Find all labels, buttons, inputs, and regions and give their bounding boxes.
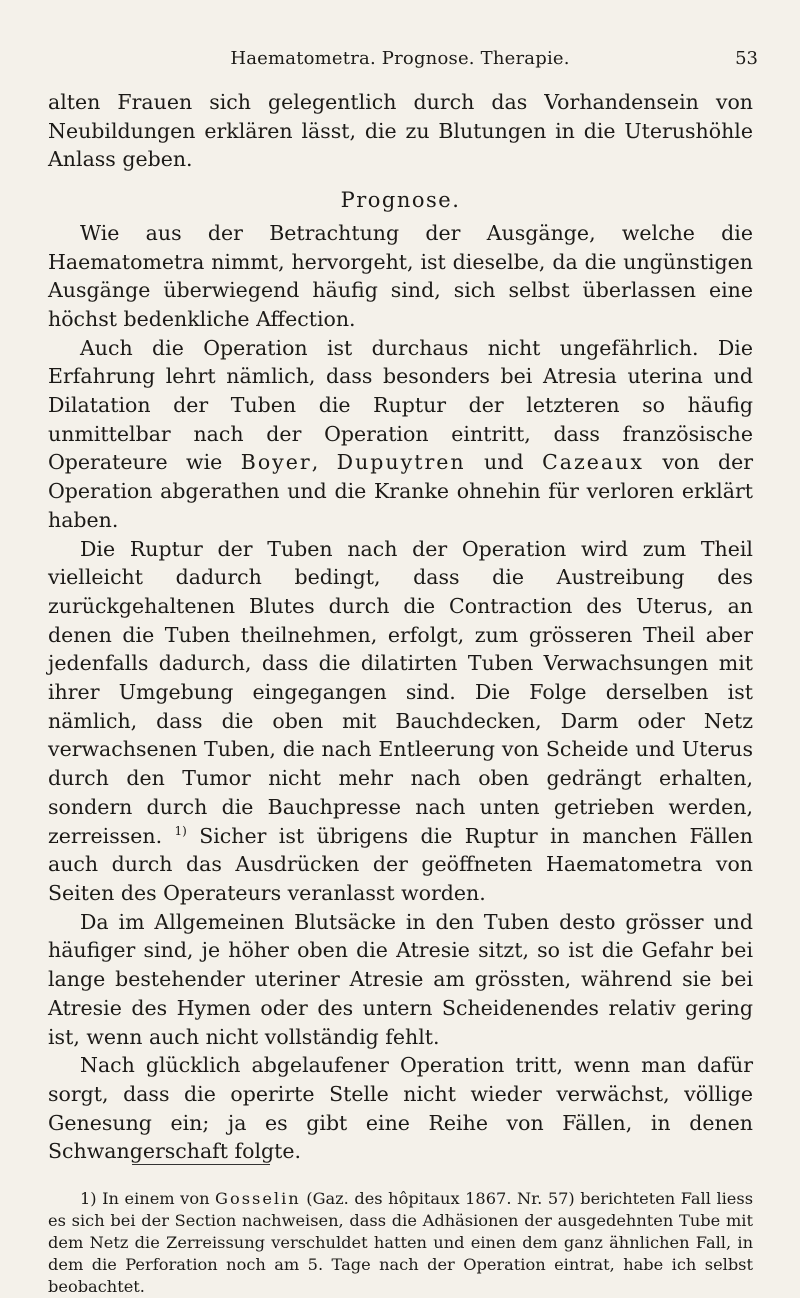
paragraph-5: Nach glücklich abgelaufener Operation tritt, wenn man dafür sorgt, dass die operirte Stelle nicht wieder verwächst, völlige Genesung ein; ja es gibt eine Reihe von Fällen, in denen Schwangerschaft folgte.	[48, 1053, 753, 1164]
paragraph-2-text-d: von der Operation abgerathen und die Kranke ohnehin für verloren erklärt haben.	[48, 450, 754, 532]
opening-paragraph: alten Frauen sich gelegentlich durch das Vorhandensein von Neubildungen erklären lässt, die zu Blutungen in die Uterushöhle Anlass geben.	[48, 90, 753, 172]
paragraph-4: Da im Allgemeinen Blutsäcke in den Tuben desto grösser und häufiger sind, je höher oben die Atresie sitzt, so ist die Gefahr bei lange bestehender uteriner Atresie am grössten, während sie bei Atresie des Hymen oder des untern Scheidenendes relativ gering ist, wenn auch nicht vollständig fehlt.	[48, 909, 753, 1049]
paragraph-2-text-b: ,	[311, 450, 337, 475]
author-name-cazeaux: Cazeaux	[542, 450, 644, 475]
running-head: Haematometra. Prognose. Therapie.	[230, 48, 570, 69]
paragraph-2	[48, 334, 753, 535]
paragraph-2-text-c: und	[465, 450, 543, 475]
footnote-reference: 1)	[174, 823, 187, 838]
author-name-dupuytren: Dupuytren	[336, 450, 466, 475]
paragraph-3	[48, 535, 753, 908]
main-text	[48, 88, 753, 1166]
footnote-text-a: 1) In einem von	[80, 1189, 216, 1209]
author-name-gosselin: Gosselin	[215, 1189, 301, 1209]
paragraph-3-text-a: Die Ruptur der Tuben nach der Operation wird zum Theil vielleicht dadurch bedingt, dass die Austreibung des zurückgehaltenen Blutes durch die Contraction des Uterus, an denen die Tuben theilnehmen, erfolgt, zum grösseren Theil aber jedenfalls dadurch, dass die dilatirten Tuben Verwachsungen mit ihrer Umgebung eingegangen sind. Die Folge derselben ist nämlich, dass die oben mit Bauchdecken, Darm oder Netz verwachsenen Tuben, die nach Entleerung von Scheide und Uterus durch den Tumor nicht mehr nach oben gedrängt erhalten, sondern durch die Bauchpresse nach unten getrieben werden, zerreissen.	[48, 536, 753, 848]
paragraph-2-text-a: Auch die Operation ist durchaus nicht ungefährlich. Die Erfahrung lehrt nämlich, dass besonders bei Atresia uterina und Dilatation der Tuben die Ruptur der letzteren so häufig unmittelbar nach der Operation eintritt, dass französische Operateure wie	[48, 335, 753, 475]
footnote	[48, 1188, 753, 1298]
footnote-rule	[132, 1164, 270, 1165]
paragraph-3-text-b: Sicher ist übrigens die Ruptur in manchen Fällen auch durch das Ausdrücken der geöffneten Haematometra von Seiten des Operateurs veranlasst worden.	[48, 823, 753, 905]
section-heading: Prognose.	[340, 188, 461, 213]
page-number: 53	[735, 48, 758, 69]
author-name-boyer: Boyer	[240, 450, 312, 475]
footnote-text-b: (Gaz. des hôpitaux 1867. Nr. 57) berichteten Fall liess es sich bei der Section nachweisen, dass die Adhäsionen der ausgedehnten Tube mit dem Netz die Zerreissung verschuldet hatten und einen dem ganz ähnlichen Fall, in dem die Perforation noch am 5. Tage nach der Operation eintrat, habe ich selbst beobachtet.	[48, 1189, 753, 1297]
paragraph-1: Wie aus der Betrachtung der Ausgänge, welche die Haematometra nimmt, hervorgeht, ist dieselbe, da die ungünstigen Ausgänge überwiegend häufig sind, sich selbst überlassen eine höchst bedenkliche Affection.	[48, 220, 753, 331]
